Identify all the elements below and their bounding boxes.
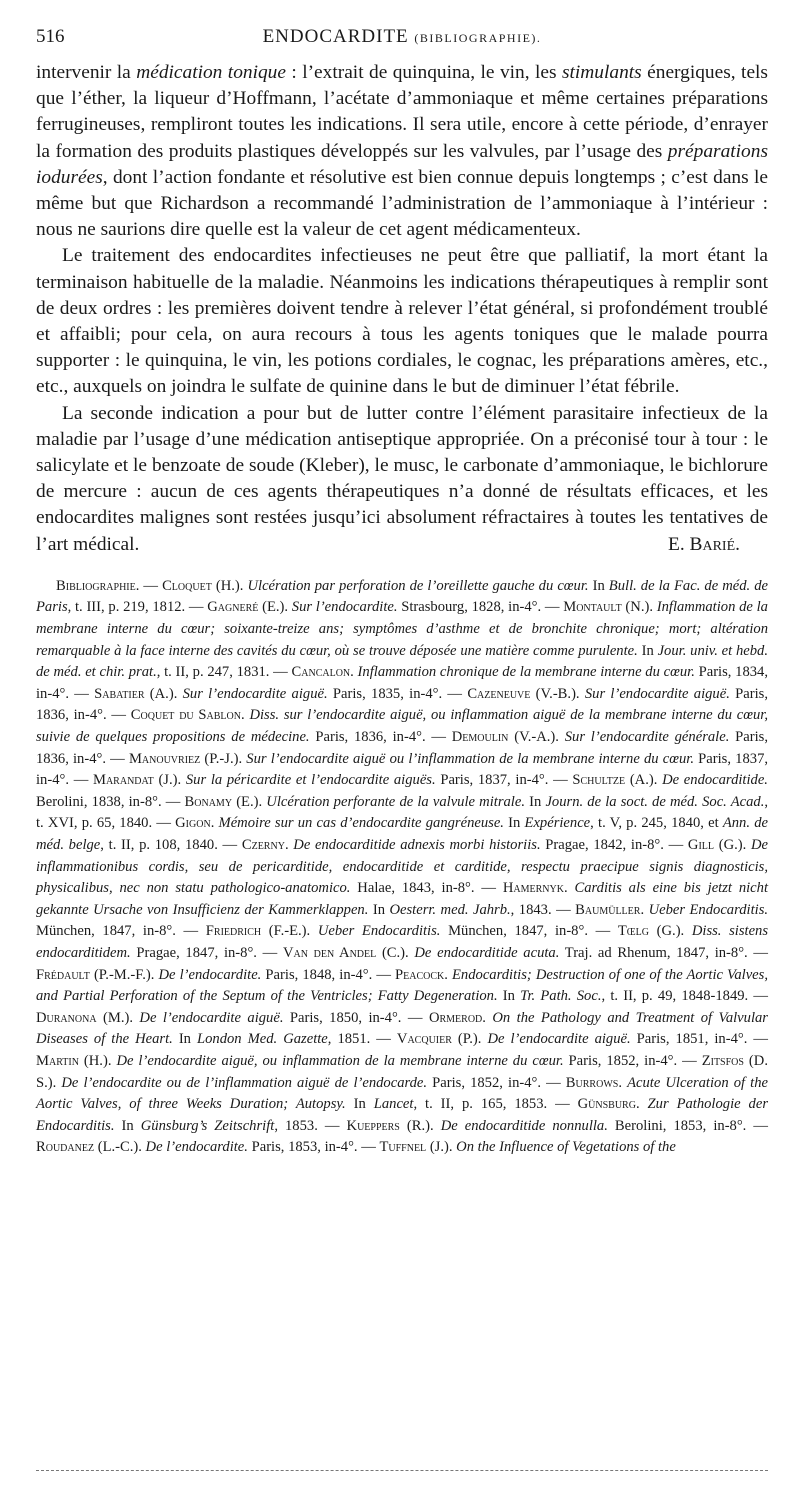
text-run: (N.). xyxy=(621,599,657,616)
author-name: Van den Andel xyxy=(282,944,377,961)
text-run: Strasbourg, 1828, in-4°. — xyxy=(397,599,564,616)
author-name: Gill xyxy=(687,836,714,853)
italic-run: Acute Ulceration of the Aortic Valves, of three Weeks Duration; Autopsy. xyxy=(36,1074,768,1113)
author-name: Cloquet xyxy=(162,577,212,594)
text-run: , 1843. — xyxy=(510,901,576,918)
text-run: (P.-M.-F.). xyxy=(89,966,159,983)
italic-run: stimulants xyxy=(561,62,642,83)
running-header xyxy=(36,26,768,54)
text-run: In xyxy=(497,988,521,1005)
text-run: . xyxy=(444,966,453,983)
author-name: Sabatier xyxy=(94,685,145,702)
text-run: In xyxy=(637,642,658,659)
text-run: . xyxy=(563,880,575,897)
text-run: (H.). xyxy=(211,577,248,594)
italic-run: Carditis als eine bis jetzt nicht gekannte Ursache von Insufficienz der Kammerklappen. xyxy=(36,880,769,918)
text-run: intervenir la xyxy=(36,62,137,83)
page xyxy=(36,26,768,1159)
text-run: . xyxy=(640,901,649,918)
italic-run: Journ. de la soct. de méd. Soc. Acad. xyxy=(545,793,765,810)
italic-run: Tr. Path. Soc. xyxy=(520,988,602,1005)
author-signature: E. Barié. xyxy=(668,533,740,555)
italic-run: De l’endocardite. xyxy=(145,1139,248,1156)
author-name: Friedrich xyxy=(205,923,262,940)
text-run: Paris, 1835, in-4°. — xyxy=(327,685,468,702)
italic-run: Ueber Endocarditis. xyxy=(648,901,769,918)
running-title-main: ENDOCARDITE xyxy=(262,26,409,47)
text-run: (G.). xyxy=(649,923,692,940)
text-run: , t. V, p. 245, 1840, et xyxy=(590,815,723,832)
text-run: Paris, 1836, in-4°. — xyxy=(309,729,452,746)
author-name: Frédault xyxy=(36,966,90,983)
text-run: In xyxy=(114,1117,141,1134)
author-name: Marandat xyxy=(92,772,154,789)
italic-run: De endocarditide. xyxy=(662,772,768,789)
italic-run: De l’endocardite aiguë. xyxy=(139,1009,284,1026)
italic-run: Ulcération par perforation de l’oreillette gauche du cœur. xyxy=(247,577,589,594)
text-run: . xyxy=(241,707,250,724)
italic-run: De endocarditide nonnulla. xyxy=(440,1117,608,1134)
text-run: Paris, 1851, in-4°. — xyxy=(630,1031,768,1048)
italic-run: Inflammation de la membrane interne du cœur; soixante-treize ans; symptômes d’asthme et de bronchite chronique; mort; altération remarquable à la face interne des cavités du cœur, où se trouve déposée une matière comme purulente. xyxy=(36,599,768,659)
author-name: Cazeneuve xyxy=(467,685,531,702)
author-name: Cancalon xyxy=(291,664,351,681)
text-run: . xyxy=(635,1096,648,1113)
text-run: Paris, 1836, in-4°. — xyxy=(36,729,768,767)
page-number: 516 xyxy=(36,26,65,47)
author-name: Schultze xyxy=(572,772,626,789)
text-run: . xyxy=(210,815,219,832)
author-name: Coquet du Sablon xyxy=(130,707,241,724)
text-run: In xyxy=(172,1031,197,1048)
text-run: — xyxy=(139,577,163,594)
italic-run: Sur l’endocardite aiguë ou l’inflammation de la membrane interne du cœur. xyxy=(246,750,694,767)
text-run: , dont l’action fondante et résolutive est bien connue depuis longtemps ; c’est dans le même but que Richardson a recommandé l’administration de l’ammoniaque à l’intérieur : nous ne saurions dire quelle est la valeur de cet agent médicamenteux. xyxy=(36,166,768,241)
author-name: Gagneré xyxy=(207,599,259,616)
author-name: Czerny xyxy=(241,836,285,853)
text-run: Pragae, 1842, in-8°. — xyxy=(540,836,688,853)
italic-run: Diss. sur l’endocardite aiguë, ou inflammation aiguë de la membrane interne du cœur, suivie de quelques propositions de médecine. xyxy=(36,707,769,746)
text-run: In xyxy=(503,815,525,832)
text-run: . xyxy=(350,664,358,681)
italic-run: Bull. de la Fac. de méd. de Paris xyxy=(36,577,768,616)
text-run: Paris, 1850, in-4°. — xyxy=(283,1009,429,1026)
author-name: Baumüller xyxy=(575,901,641,918)
italic-run: préparations iodurées xyxy=(36,140,768,188)
text-run: Halae, 1843, in-8°. — xyxy=(350,880,503,897)
author-name: Burrows xyxy=(565,1074,619,1091)
italic-run: London Med. Gazette xyxy=(197,1031,328,1048)
text-run: , t. III, p. 219, 1812. — xyxy=(67,599,208,616)
italic-run: Endocarditis; Destruction of one of the Aortic Valves, and Partial Perforation of the Septum of the Ventricles; Fatty Degeneration. xyxy=(36,966,768,1005)
text-run: In xyxy=(345,1096,374,1113)
text-run: München, 1847, in-8°. — xyxy=(440,923,618,940)
italic-run: Lancet xyxy=(373,1096,414,1113)
italic-run: Oesterr. med. Jahrb. xyxy=(389,901,511,918)
italic-run: Sur la péricardite et l’endocardite aiguës. xyxy=(185,772,436,789)
running-title-sub: (BIBLIOGRAPHIE). xyxy=(414,31,542,45)
text-run: , t. II, p. 247, 1831. — xyxy=(156,664,292,681)
author-name: Günsburg xyxy=(577,1096,636,1113)
text-run: (F.-E.). xyxy=(261,923,318,940)
italic-run: Inflammation chronique de la membrane interne du cœur. xyxy=(357,664,695,681)
author-name: Peacock xyxy=(395,966,445,983)
text-run: Paris, 1837, in-4°. — xyxy=(36,750,769,789)
text-run: Paris, 1852, in-4°. — xyxy=(427,1074,566,1091)
text-run: La seconde indication a pour but de lutter contre l’élément parasitaire infectieux de la maladie par l’usage d’une médication antiseptique appropriée. On a préconisé tour à tour : le salicylate et le benzoate de soude (Kleber), le musc, le carbonate d’ammoniaque, le bichlorure de mercure : aucun de ces agents thérapeutiques n’a donné de résultats efficaces, et les endocardites malignes sont restées jusqu’ici absolument réfractaires à toutes les tentatives de l’art médical. xyxy=(36,402,768,555)
text-run: (P.). xyxy=(451,1031,488,1048)
text-run: (A.). xyxy=(625,772,663,789)
text-run: . xyxy=(482,1009,493,1026)
text-run: , t. II, p. 108, 1840. — xyxy=(100,836,242,853)
text-run: Paris, 1837, in-4°. — xyxy=(435,772,573,789)
author-name: Montault xyxy=(563,599,622,616)
italic-run: Expérience xyxy=(524,815,591,832)
author-name: Manouvriez xyxy=(128,750,201,767)
text-run: (J.). xyxy=(153,772,186,789)
text-run: (E.). xyxy=(258,599,292,616)
author-name: Bibliographie. xyxy=(56,577,140,594)
text-run: Berolini, 1853, in-8°. — xyxy=(607,1117,768,1134)
text-run: , t. II, p. 49, 1848-1849. — xyxy=(601,988,768,1005)
author-name: Vacquier xyxy=(396,1031,452,1048)
text-run: Traj. ad Rhenum, 1847, in-8°. — xyxy=(559,944,768,961)
text-run: (V.-A.). xyxy=(508,729,565,746)
footer-rule xyxy=(36,1470,768,1471)
paragraph-1 xyxy=(36,60,768,243)
author-name: Bonamy xyxy=(184,793,233,810)
italic-run: De inflammationibus cordis, seu de pericarditide, endocarditide et carditide, respectu praecipue signis diagnosticis, physicalibus, nec non statu pathologico-anatomico. xyxy=(36,836,768,897)
italic-run: On the Pathology and Treatment of Valvular Diseases of the Heart. xyxy=(36,1009,768,1048)
italic-run: De l’endocardite aiguë. xyxy=(487,1031,631,1048)
author-name: Kueppers xyxy=(346,1117,400,1134)
author-name: Gigon xyxy=(175,815,211,832)
text-run: Le traitement des endocardites infectieuses ne peut être que palliatif, la mort étant la terminaison habituelle de la maladie. Néanmoins les indications thérapeutiques à remplir sont de deux ordres : les premières doivent tendre à relever l’état général, si profondément troublé et affaibli; pour cela, on aura recours à tous les agents toniques que le malade pourra supporter : le quinquina, le vin, les potions cordiales, le cognac, les préparations amères, etc., etc., auxquels on joindra le sulfate de quinine dans le but de diminuer l’état fébrile. xyxy=(36,245,768,398)
text-run: , t. XVI, p. 65, 1840. — xyxy=(36,793,768,832)
italic-run: Diss. sistens endocarditidem. xyxy=(36,923,769,961)
author-name: Hamernyk xyxy=(502,880,564,897)
text-run: (R.). xyxy=(399,1117,441,1134)
text-run: In xyxy=(588,577,609,594)
text-run: Paris, 1848, in-4°. — xyxy=(261,966,396,983)
author-name: Demoulin xyxy=(451,729,509,746)
text-run: Berolini, 1838, in-8°. — xyxy=(36,793,185,810)
text-run: In xyxy=(524,793,546,810)
text-run: Paris, 1852, in-4°. — xyxy=(563,1052,702,1069)
text-run: , t. II, p. 165, 1853. — xyxy=(413,1096,578,1113)
text-run: (G.). xyxy=(714,836,751,853)
italic-run: Ann. de méd. belge xyxy=(36,815,768,853)
text-run: , 1853. — xyxy=(274,1117,347,1134)
text-run: (P.-J.). xyxy=(200,750,247,767)
text-run: (A.). xyxy=(144,685,183,702)
text-run: (C.). xyxy=(376,944,415,961)
text-run: (V.-B.). xyxy=(530,685,585,702)
text-run: (E.). xyxy=(232,793,267,810)
author-name: Martin xyxy=(36,1052,79,1069)
text-run: In xyxy=(368,901,390,918)
author-name: Duranona xyxy=(36,1009,97,1026)
italic-run: médication tonique xyxy=(136,62,286,83)
main-text xyxy=(36,60,768,558)
italic-run: Sur l’endocardite aiguë. xyxy=(182,685,328,702)
author-name: Tœlg xyxy=(617,923,649,940)
text-run: (H.). xyxy=(78,1052,117,1069)
italic-run: De l’endocardite. xyxy=(158,966,262,983)
italic-run: Sur l’endocardite. xyxy=(291,599,398,616)
running-title xyxy=(80,26,768,48)
text-run: (D. S.). xyxy=(36,1052,768,1091)
paragraph-2 xyxy=(36,243,768,400)
italic-run: Ueber Endocarditis. xyxy=(317,923,441,940)
italic-run: Jour. univ. et hebd. de méd. et chir. prat. xyxy=(36,642,768,681)
bibliography xyxy=(36,576,768,1159)
text-run: : l’extrait de quinquina, le vin, les xyxy=(285,62,562,83)
italic-run: Mémoire sur un cas d’endocardite gangréneuse. xyxy=(218,815,504,832)
text-run: énergiques, tels que l’éther, la liqueur d’Hoffmann, l’acétate d’ammoniaque et même certaines préparations ferrugineuses, rempliront toutes les indications. Il sera utile, encore à cette période, d’enrayer la formation des produits plastiques développés sur les valvules, par l’usage des xyxy=(36,62,768,162)
text-run: (J.). xyxy=(426,1139,457,1156)
text-run: , 1851. — xyxy=(327,1031,397,1048)
text-run: (L.-C.). xyxy=(94,1139,146,1156)
text-run: Paris, 1853, in-4°. — xyxy=(247,1139,380,1156)
italic-run: Zur Pathologie der Endocarditis. xyxy=(36,1096,768,1134)
italic-run: Sur l’endocardite générale. xyxy=(564,729,730,746)
text-run: München, 1847, in-8°. — xyxy=(36,923,206,940)
author-name: Roudanez xyxy=(36,1139,95,1156)
text-run: . xyxy=(618,1074,628,1091)
text-run: Paris, 1834, in-4°. — xyxy=(36,664,769,702)
text-run: (M.). xyxy=(96,1009,140,1026)
italic-run: De l’endocardite aiguë, ou inflammation de la membrane interne du cœur. xyxy=(116,1052,564,1069)
paragraph-3 xyxy=(36,401,768,558)
italic-run: Günsburg’s Zeitschrift xyxy=(140,1117,275,1134)
italic-run: De endocarditide acuta. xyxy=(414,944,560,961)
text-run: Pragae, 1847, in-8°. — xyxy=(130,944,283,961)
italic-run: De endocarditide adnexis morbi historiis. xyxy=(293,836,541,853)
italic-run: On the Influence of Vegetations of the xyxy=(456,1139,676,1156)
italic-run: Ulcération perforante de la valvule mitrale. xyxy=(266,793,525,810)
author-name: Zitsfos xyxy=(701,1052,744,1069)
italic-run: De l’endocardite ou de l’inflammation aiguë de l’endocarde. xyxy=(61,1074,428,1091)
text-run: Paris, 1836, in-4°. — xyxy=(36,685,768,724)
author-name: Tuffnel xyxy=(379,1139,427,1156)
author-name: Ormerod xyxy=(428,1009,483,1026)
italic-run: Sur l’endocardite aiguë. xyxy=(584,685,730,702)
text-run: . xyxy=(284,836,294,853)
